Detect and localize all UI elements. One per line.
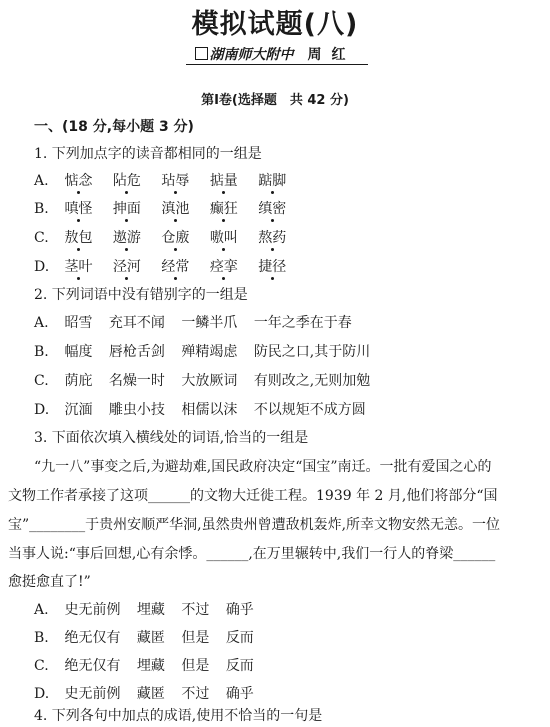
q3-stem: 3. 下面依次填入横线处的词语,恰当的一组是 (34, 430, 309, 446)
option-phrase: 史无前例 (64, 686, 121, 702)
option-phrase: 绝无仅有 (64, 658, 121, 674)
option-phrase: 绝无仅有 (64, 630, 121, 646)
option-phrase: 但是 (181, 630, 210, 646)
q1-option-c (34, 229, 302, 247)
option-phrase: 大放厥词 (181, 373, 238, 389)
option-letter: D. (34, 686, 50, 702)
square-box-icon (195, 47, 208, 60)
option-letter: B. (34, 344, 49, 360)
option-phrase: 沉湎 (64, 402, 93, 418)
q1-option-d (34, 258, 302, 276)
option-word: 捷径 (258, 259, 287, 275)
option-word: 仓廒 (161, 230, 190, 246)
option-phrase: 不过 (181, 686, 210, 702)
option-phrase: 反而 (225, 630, 254, 646)
option-letter: C. (34, 658, 49, 674)
q1-option-b (34, 200, 302, 218)
q3-option-d (34, 685, 266, 703)
option-phrase: 唇枪舌剑 (108, 344, 165, 360)
option-word: 茎叶 (64, 259, 93, 275)
option-phrase: 有则改之,无则加勉 (253, 373, 371, 389)
option-phrase: 但是 (181, 658, 210, 674)
option-phrase: 反而 (225, 658, 254, 674)
option-phrase: 雕虫小技 (108, 402, 165, 418)
q3-passage-line: 文物工作者承接了这项______的文物大迁徙工程。1939 年 2 月,他们将部分“国 (8, 488, 498, 504)
q2-option-b (34, 343, 382, 361)
option-phrase: 不以规矩不成方圆 (253, 402, 366, 418)
q2-option-d (34, 401, 378, 419)
q3-passage-line: 宝”________于贵州安顺严华洞,虽然贵州曾遭敌机轰炸,所幸文物安然无恙。一位 (8, 517, 501, 533)
option-phrase: 相儒以沫 (181, 402, 238, 418)
option-phrase: 埋藏 (136, 658, 165, 674)
option-word: 痉挛 (209, 259, 238, 275)
option-word: 玷辱 (161, 173, 190, 189)
option-phrase: 荫庇 (64, 373, 93, 389)
author-name: 周红 (307, 47, 356, 63)
option-phrase: 充耳不闻 (108, 315, 165, 331)
option-letter: B. (34, 201, 49, 217)
option-phrase: 确乎 (225, 602, 254, 618)
option-word: 熬药 (258, 230, 287, 246)
option-letter: A. (34, 315, 49, 331)
option-word: 嗷叫 (209, 230, 238, 246)
option-word: 阽危 (112, 173, 141, 189)
option-phrase: 一鳞半爪 (181, 315, 238, 331)
option-word: 惦念 (64, 173, 93, 189)
option-letter: A. (34, 602, 49, 618)
q2-stem: 2. 下列词语中没有错别字的一组是 (34, 287, 248, 303)
section-heading: 第Ⅰ卷(选择题 共 42 分) (201, 93, 349, 108)
option-letter: C. (34, 373, 49, 389)
option-letter: A. (34, 173, 49, 189)
option-word: 嗔怪 (64, 201, 93, 217)
option-letter: D. (34, 259, 50, 275)
option-phrase: 殚精竭虑 (181, 344, 238, 360)
author-line (0, 44, 550, 64)
q2-option-c (34, 372, 382, 390)
option-phrase: 不过 (181, 602, 210, 618)
option-word: 敖包 (64, 230, 93, 246)
q3-option-b (34, 629, 266, 647)
option-phrase: 防民之口,其于防川 (253, 344, 371, 360)
option-phrase: 藏匿 (136, 630, 165, 646)
option-phrase: 幅度 (64, 344, 93, 360)
option-word: 滇池 (161, 201, 190, 217)
part-one-heading: 一、(18 分,每小题 3 分) (34, 119, 194, 135)
q3-option-c (34, 657, 266, 675)
option-word: 癫狂 (209, 201, 238, 217)
q3-passage-line: “九一八”事变之后,为避劫难,国民政府决定“国宝”南迁。一批有爱国之心的 (34, 459, 492, 475)
option-phrase: 名燥一时 (108, 373, 165, 389)
option-word: 泾河 (112, 259, 141, 275)
q2-option-a (34, 314, 364, 332)
option-phrase: 确乎 (225, 686, 254, 702)
option-letter: C. (34, 230, 49, 246)
title-divider (186, 64, 368, 65)
option-word: 遨游 (112, 230, 141, 246)
option-word: 掂量 (209, 173, 238, 189)
option-word: 经常 (161, 259, 190, 275)
option-phrase: 昭雪 (64, 315, 93, 331)
school-name: 湖南师大附中 (209, 47, 294, 63)
option-word: 抻面 (112, 201, 141, 217)
q4-stem: 4. 下列各句中加点的成语,使用不恰当的一句是 (34, 708, 323, 724)
option-phrase: 一年之季在于春 (253, 315, 352, 331)
option-letter: B. (34, 630, 49, 646)
page-title: 模拟试题(八) (191, 9, 359, 40)
q3-passage-line: 愈挺愈直了!” (8, 574, 91, 590)
option-letter: D. (34, 402, 50, 418)
option-word: 缜密 (258, 201, 287, 217)
q3-option-a (34, 601, 266, 619)
q3-passage-line: 当事人说:“事后回想,心有余悸。______,在万里辗转中,我们一行人的脊梁______ (8, 546, 496, 562)
option-phrase: 埋藏 (136, 602, 165, 618)
q1-option-a (34, 172, 302, 190)
q1-stem: 1. 下列加点字的读音都相同的一组是 (34, 146, 262, 162)
option-word: 踮脚 (258, 173, 287, 189)
option-phrase: 史无前例 (64, 602, 121, 618)
option-phrase: 藏匿 (136, 686, 165, 702)
